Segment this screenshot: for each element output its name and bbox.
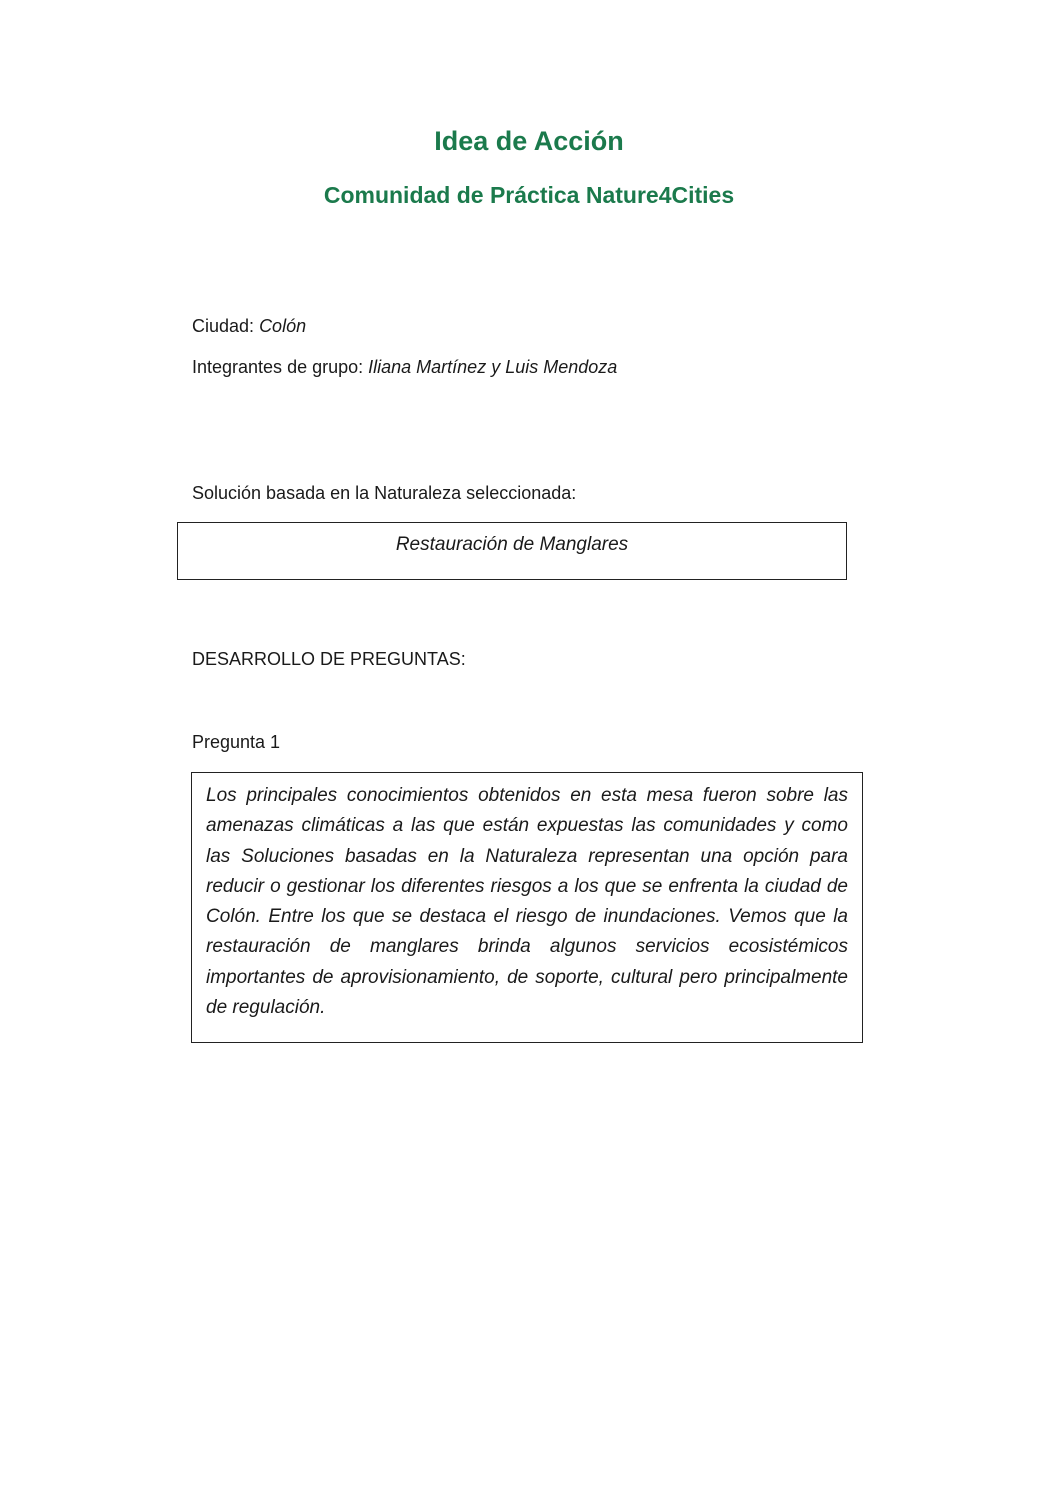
solution-label: Solución basada en la Naturaleza seleccionada: — [192, 483, 577, 503]
city-field — [192, 314, 306, 338]
questions-section-title: DESARROLLO DE PREGUNTAS: — [192, 649, 466, 669]
members-label: Integrantes de grupo: — [192, 357, 364, 377]
members-field — [192, 355, 617, 379]
page-subtitle: Comunidad de Práctica Nature4Cities — [323, 182, 735, 208]
page-title: Idea de Acción — [434, 126, 624, 156]
members-value: Iliana Martínez y Luis Mendoza — [368, 357, 618, 377]
question-1-label: Pregunta 1 — [192, 732, 281, 752]
city-label: Ciudad: — [192, 316, 255, 336]
city-value: Colón — [259, 316, 307, 336]
question-1-answer: Los principales conocimientos obtenidos en esta mesa fueron sobre las amenazas climáticas a las que están expuestas las comunidades y como las Soluciones basadas en la Naturaleza representan una opción para reducir o gestionar los diferentes riesgos a los que se enfrenta la ciudad de Colón. Entre los que se destaca el riesgo de inundaciones. Vemos que la restauración de manglares brinda algunos servicios ecosistémicos importantes de aprovisionamiento, de soporte, cultural pero principalmente de regulación. — [206, 785, 848, 1019]
solution-box — [177, 522, 847, 580]
question-1-answer-box — [191, 772, 863, 1043]
solution-value: Restauración de Manglares — [395, 534, 629, 555]
